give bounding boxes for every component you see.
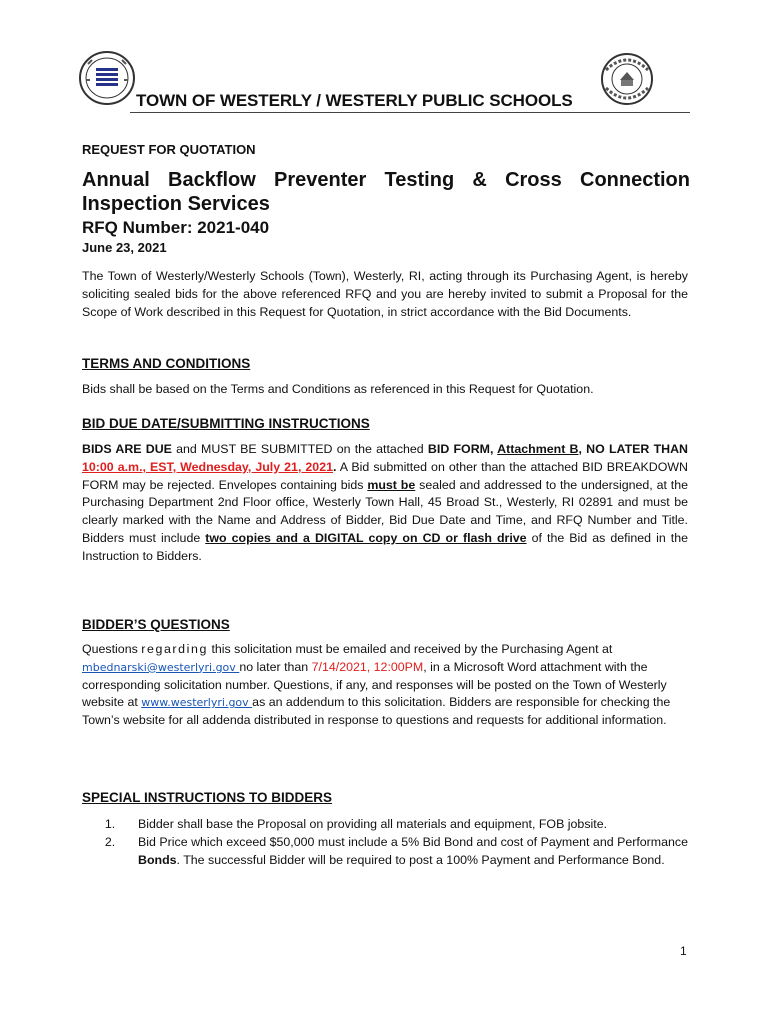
questions-deadline: 7/14/2021, 12:00PM (311, 659, 424, 674)
list-item-text-a: Bid Price which exceed $50,000 must include a 5% Bid Bond and cost of Payment and Performance (138, 834, 688, 849)
bid-due-deadline: 10:00 a.m., EST, Wednesday, July 21, 2021 (82, 459, 333, 474)
terms-text: Bids shall be based on the Terms and Conditions as referenced in this Request for Quotation. (82, 382, 594, 396)
questions-heading: BIDDER’S QUESTIONS (82, 617, 230, 632)
questions-regarding: regarding (141, 642, 208, 656)
header-divider (130, 112, 690, 113)
copies-requirement: two copies and a DIGITAL copy on CD or flash drive (205, 530, 527, 545)
bonds-emphasis: Bonds (138, 852, 177, 867)
bid-due-text-2: A Bid submitted on other than the attached BID BREAKDOWN FORM may be rejected. Envelopes containing bids (82, 459, 688, 492)
bids-due-label: BIDS ARE DUE (82, 442, 172, 456)
email-link[interactable]: mbednarski@westerlyri.gov (82, 660, 240, 674)
special-heading: SPECIAL INSTRUCTIONS TO BIDDERS (82, 790, 333, 805)
bid-due-text-1: and MUST BE SUBMITTED on the attached (171, 442, 428, 456)
intro-paragraph: The Town of Westerly/Westerly Schools (Town), Westerly, RI, acting through its Purchasing Agent, is hereby soliciting sealed bids for the above referenced RFQ and you are hereby invited to submit a Proposal for the Scope of Work described in this Request for Quotation, in strict accordance with the Bid Documents. (82, 269, 688, 319)
bid-due-period: . (332, 459, 337, 474)
questions-paragraph (82, 641, 688, 730)
must-be-emphasis: must be (367, 477, 416, 492)
bid-due-heading: BID DUE DATE/SUBMITTING INSTRUCTIONS (82, 416, 370, 431)
bid-due-text-4: of the Bid as defined in the Instruction to Bidders. (82, 530, 688, 563)
questions-text-3: no later than (239, 659, 312, 674)
list-item (82, 834, 688, 870)
list-item-text-c: . The successful Bidder will be required to post a 100% Payment and Performance Bond. (176, 852, 665, 867)
questions-text-5: as an addendum to this solicitation. Bidders are responsible for checking the Town’s website for all addenda distributed in response to questions and requests for additional information. (82, 695, 671, 728)
bid-form-label: BID FORM, (427, 442, 498, 456)
list-item-number: 2. (104, 834, 116, 849)
terms-heading: TERMS AND CONDITIONS (82, 356, 251, 371)
list-item-number: 1. (104, 817, 116, 831)
bid-due-paragraph (82, 441, 688, 566)
rfq-label: REQUEST FOR QUOTATION (82, 142, 256, 157)
questions-text-1: Questions (82, 642, 142, 656)
attachment-b-label: Attachment B (497, 442, 579, 456)
town-seal-logo (78, 50, 136, 111)
no-later-than-label: , NO LATER THAN (578, 442, 688, 456)
page-number: 1 (680, 944, 687, 958)
rfq-number: RFQ Number: 2021-040 (82, 218, 270, 237)
schools-seal-logo (598, 52, 656, 111)
document-date: June 23, 2021 (82, 240, 167, 255)
header-title: TOWN OF WESTERLY / WESTERLY PUBLIC SCHOOLS (136, 91, 573, 110)
questions-text-2: this solicitation must be emailed and received by the Purchasing Agent at (208, 642, 613, 656)
special-instructions-list (82, 816, 688, 869)
list-item-text (138, 834, 688, 870)
bid-due-text-3: sealed and addressed to the undersigned, at the Purchasing Department 2nd Floor office, Westerly Town Hall, 45 Broad St., Westerly, RI 02891 and must be clearly marked with the Name and Address of Bidder, Bid Due Date and Time, and RFQ Number and Title. Bidders must include (82, 477, 688, 545)
document-title: Annual Backflow Preventer Testing & Cross Connection Inspection Services (82, 169, 690, 215)
questions-text-4: , in a Microsoft Word attachment with the corresponding solicitation number. Questions, if any, and responses will be posted on the Town of Westerly website at (82, 659, 667, 710)
list-item (82, 816, 688, 834)
website-link[interactable]: www.westerlyri.gov (141, 696, 253, 710)
list-item-text: Bidder shall base the Proposal on providing all materials and equipment, FOB jobsite. (138, 817, 608, 831)
